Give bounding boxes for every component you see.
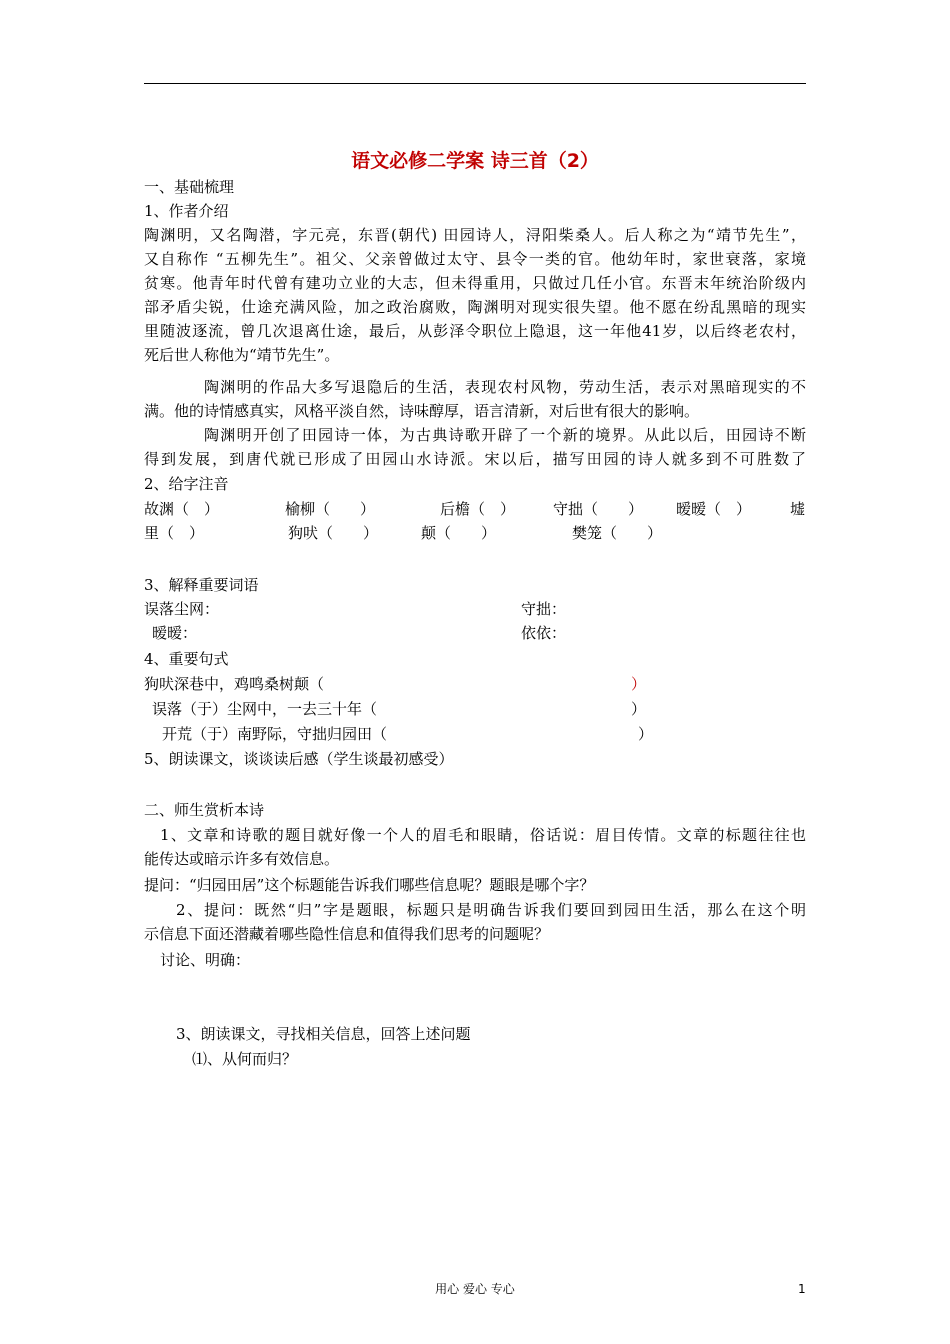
discussion-label: 讨论、明确：: [160, 951, 251, 969]
author-line: 陶渊明，又名陶潜，字元亮，东晋(朝代) 田园诗人，浔阳柴桑人。后人称之为“靖节先生”，: [144, 226, 806, 244]
section2-heading: 二、师生赏析本诗: [144, 801, 265, 819]
footer-motto: 用心 爱心 专心: [435, 1282, 515, 1296]
sentence-item: 开荒（于）南野际，守拙归园田（: [162, 725, 388, 743]
author-line: 死后世人称他为“靖节先生”。: [144, 346, 340, 364]
author-line: 得到发展，到唐代就已形成了田园山水诗派。宋以后，描写田园的诗人就多到不可胜数了: [144, 450, 806, 468]
author-line: 部矛盾尖锐，仕途充满风险，加之政治腐败，陶渊明对现实很失望。他不愿在纷乱黑暗的现实: [144, 298, 806, 316]
sentence-close: ）: [638, 725, 654, 743]
vocab-item: 误落尘网：: [144, 600, 220, 618]
sub-question: ⑴、从何而归？: [192, 1050, 298, 1068]
analysis-paragraph: 1、文章和诗歌的题目就好像一个人的眉毛和眼睛，俗话说：眉目传情。文章的标题往往也: [160, 826, 806, 844]
vocab-item: 守拙：: [521, 600, 567, 618]
sentence-item: 狗吠深巷中，鸡鸣桑树颠（: [144, 675, 325, 693]
question-1: 提问：“归园田居”这个标题能告诉我们哪些信息呢？题眼是哪个字？: [144, 876, 595, 894]
vocab-heading: 3、解释重要词语: [144, 576, 259, 594]
sentence-item: 误落（于）尘网中，一去三十年（: [152, 700, 378, 718]
section1-heading: 一、基础梳理: [144, 178, 235, 196]
header-rule: [144, 83, 806, 84]
author-line: 里随波逐流，曾几次退离仕途，最后，从彭泽令职位上隐退，这一年他41岁，以后终老农村，: [144, 322, 806, 340]
sentence-close: ）: [631, 700, 647, 718]
vocab-item: 依依：: [521, 624, 567, 642]
author-heading: 1、作者介绍: [144, 202, 229, 220]
author-line: 陶渊明开创了田园诗一体，为古典诗歌开辟了一个新的境界。从此以后，田园诗不断: [204, 426, 806, 444]
phonetic-item: 守拙（ ）: [553, 500, 644, 518]
reading-task: 5、朗读课文，谈谈读后感（学生谈最初感受）: [144, 750, 454, 768]
phonetic-item: 暧暧（ ）: [676, 500, 752, 518]
analysis-paragraph: 示信息下面还潜藏着哪些隐性信息和值得我们思考的问题呢？: [144, 925, 550, 943]
phonetic-item: 后檐（ ）: [440, 500, 516, 518]
analysis-paragraph: 能传达或暗示许多有效信息。: [144, 850, 340, 868]
phonetic-item: 榆柳（ ）: [285, 500, 376, 518]
author-line: 陶渊明的作品大多写退隐后的生活，表现农村风物，劳动生活，表示对黑暗现实的不: [204, 378, 806, 396]
phonetic-item: 颠（ ）: [421, 524, 497, 542]
phonetic-item: 故渊（ ）: [144, 500, 220, 518]
phonetic-item: 里（ ）: [144, 524, 205, 542]
sentence-close: ）: [631, 675, 647, 693]
phonetic-item: 樊笼（ ）: [572, 524, 663, 542]
page-number: 1: [798, 1282, 806, 1296]
vocab-item: 暧暧：: [152, 624, 198, 642]
sentences-heading: 4、重要句式: [144, 650, 229, 668]
phonetic-heading: 2、给字注音: [144, 475, 229, 493]
document-title: 语文必修二学案 诗三首（2）: [351, 150, 599, 172]
reading-task-2: 3、朗读课文，寻找相关信息，回答上述问题: [176, 1025, 471, 1043]
analysis-paragraph: 2、提问：既然“归”字是题眼，标题只是明确告诉我们要回到园田生活，那么在这个明: [176, 901, 806, 919]
author-line: 满。他的诗情感真实，风格平淡自然，诗味醇厚，语言清新，对后世有很大的影响。: [144, 402, 700, 420]
phonetic-item: 墟: [790, 500, 806, 518]
phonetic-item: 狗吠（ ）: [288, 524, 379, 542]
author-line: 又自称作 “五柳先生”。祖父、父亲曾做过太守、县令一类的官。他幼年时，家世衰落，家境: [144, 250, 806, 268]
author-line: 贫寒。他青年时代曾有建功立业的大志，但未得重用，只做过几任小官。东晋末年统治阶级内: [144, 274, 806, 292]
